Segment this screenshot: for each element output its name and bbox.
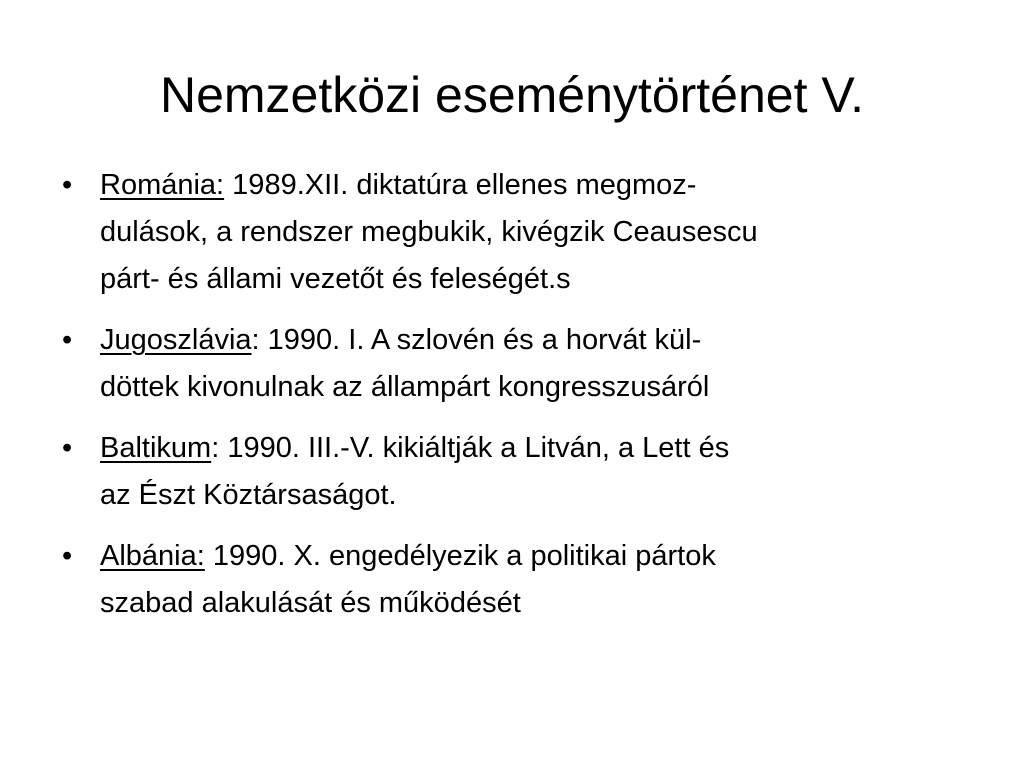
bullet-line: az Észt Köztársaságot. [100,479,397,511]
bullet-line [100,162,978,209]
country-label: Albánia: [100,540,205,572]
bullet-text: 1989.XII. diktatúra ellenes megmoz- [224,169,697,201]
slide-title: Nemzetközi eseménytörténet V. [159,67,865,123]
bullet-dot-icon: • [62,169,73,201]
country-label: Jugoszlávia [100,324,252,356]
bullet-text: : 1990. III.-V. kikiáltják a Litván, a Lett és [211,432,730,464]
bullet-line: döttek kivonulnak az állampárt kongresszusáról [100,371,710,403]
bullet-list [58,162,978,641]
country-label: Románia: [100,169,225,201]
bullet-line: szabad alakulását és működését [100,587,521,619]
bullet-dot-icon: • [62,324,73,356]
bullet-item-baltikum [58,425,978,519]
bullet-line [100,317,978,364]
bullet-item-romania [58,162,978,303]
bullet-dot-icon: • [62,432,73,464]
bullet-dot-icon: • [62,540,73,572]
bullet-item-albania [58,533,978,627]
bullet-line [100,533,978,580]
bullet-line [100,425,978,472]
bullet-text: : 1990. I. A szlovén és a horvát kül- [251,324,702,356]
country-label: Baltikum [100,432,212,464]
bullet-item-jugoszlavia [58,317,978,411]
bullet-line: dulások, a rendszer megbukik, kivégzik Ceausescu [100,216,758,248]
bullet-line: párt- és állami vezetőt és feleségét.s [100,263,571,295]
bullet-text: 1990. X. engedélyezik a politikai pártok [204,540,716,572]
